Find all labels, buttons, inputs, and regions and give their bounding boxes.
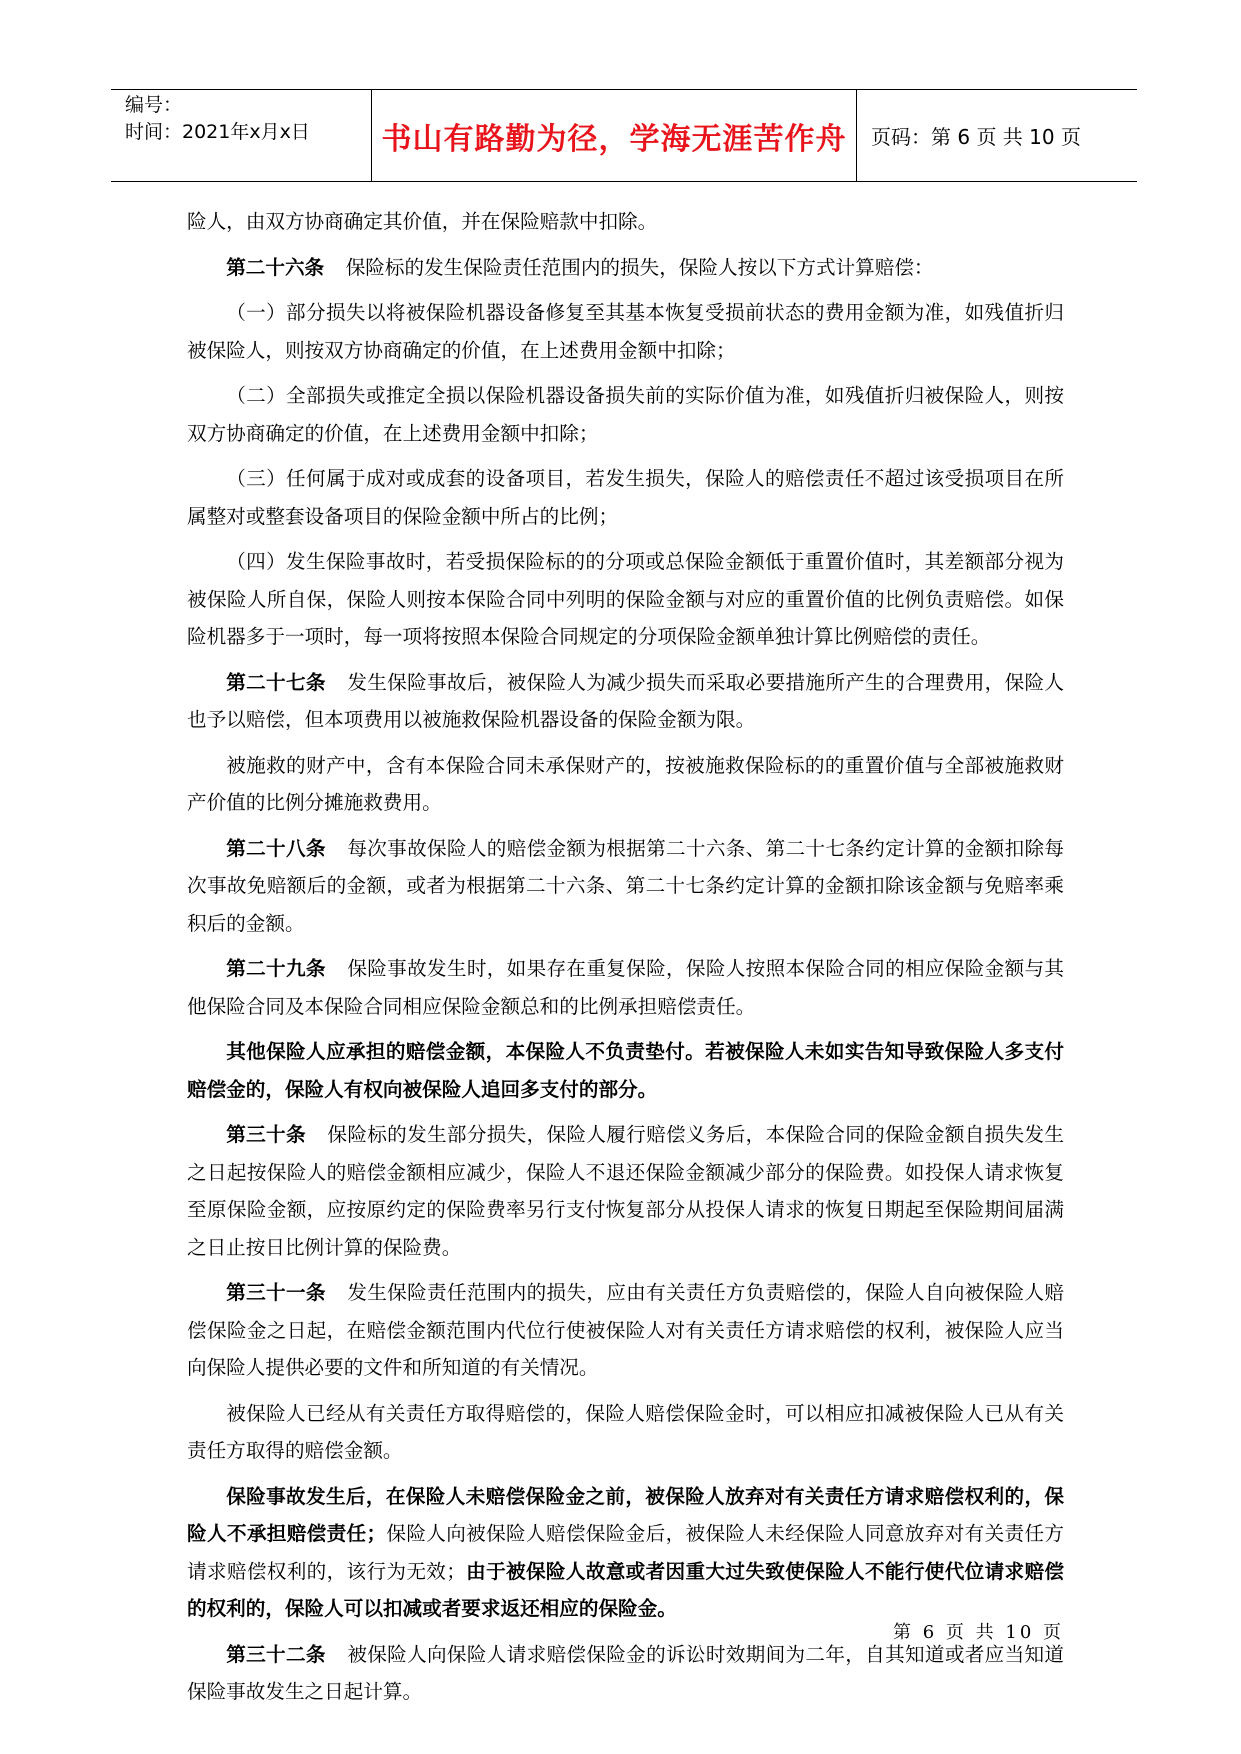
article-31	[187, 1274, 1064, 1387]
article-title: 第二十八条	[226, 836, 326, 860]
article-28	[187, 830, 1064, 943]
article-26-item-1: （一）部分损失以将被保险机器设备修复至其基本恢复受损前状态的费用金额为准，如残值折归被保险人，则按双方协商确定的价值，在上述费用金额中扣除；	[187, 301, 1064, 362]
article-31-paragraph-3: 保险事故发生后，在保险人未赔偿保险金之前，被保险人放弃对有关责任方请求赔偿权利的，保险人不承担赔偿责任；保险人向被保险人赔偿保险金后，被保险人未经保险人同意放弃对有关责任方请求赔偿权利的，该行为无效；由于被保险人故意或者因重大过失致使保险人不能行使代位请求赔偿的权利的，保险人可以扣减或者要求返还相应的保险金。	[187, 1484, 1065, 1620]
article-26-item-2: （二）全部损失或推定全损以保险机器设备损失前的实际价值为准，如残值折归被保险人，则按双方协商确定的价值，在上述费用金额中扣除；	[187, 384, 1064, 445]
article-title: 第二十六条	[226, 255, 325, 279]
article-text: 发生保险事故后，被保险人为减少损失而采取必要措施所产生的合理费用，保险人也予以赔偿，但本项费用以被施救保险机器设备的保险金额为限。	[187, 670, 1065, 731]
header-page-cell	[857, 90, 1137, 181]
document-number-label: 编号：	[125, 94, 183, 116]
header-motto: 书山有路勤为径，学海无涯苦作舟	[381, 121, 847, 157]
article-text: 保险事故发生时，如果存在重复保险，保险人按照本保险合同的相应保险金额与其他保险合同及本保险合同相应保险金额总和的比例承担赔偿责任。	[187, 957, 1065, 1018]
article-title: 第二十九条	[226, 957, 326, 980]
article-text: 发生保险责任范围内的损失，应由有关责任方负责赔偿的，保险人自向被保险人赔偿保险金之日起，在赔偿金额范围内代位行使被保险人对有关责任方请求赔偿的权利，被保险人应当向保险人提供必要的文件和所知道的有关情况。	[187, 1281, 1065, 1379]
document-body	[187, 203, 1064, 1719]
article-26-item-3: （三）任何属于成对或成套的设备项目，若发生损失，保险人的赔偿责任不超过该受损项目在所属整对或整套设备项目的保险金额中所占的比例；	[187, 467, 1064, 528]
article-32	[187, 1636, 1064, 1711]
article-text: 每次事故保险人的赔偿金额为根据第二十六条、第二十七条约定计算的金额扣除每次事故免赔额后的金额，或者为根据第二十六条、第二十七条约定计算的金额扣除该金额与免赔率乘积后的金额。	[187, 836, 1065, 935]
header-meta-cell	[111, 90, 372, 181]
page-header	[111, 89, 1137, 182]
paragraph: 险人，由双方协商确定其价值，并在保险赔款中扣除。	[187, 210, 658, 233]
header-page-label: 页码：第 6 页 共 10 页	[871, 125, 1081, 149]
article-title: 第三十一条	[226, 1281, 326, 1304]
article-text: 被保险人向保险人请求赔偿保险金的诉讼时效期间为二年，自其知道或者应当知道保险事故发生之日起计算。	[187, 1642, 1065, 1703]
article-27	[187, 664, 1064, 739]
footer-page-number: 第 6 页 共 10 页	[893, 1622, 1064, 1643]
article-31-paragraph-2: 被保险人已经从有关责任方取得赔偿的，保险人赔偿保险金时，可以相应扣减被保险人已从有关责任方取得的赔偿金额。	[187, 1401, 1064, 1462]
article-29	[187, 950, 1064, 1025]
article-text: 保险标的发生部分损失，保险人履行赔偿义务后，本保险合同的保险金额自损失发生之日起按保险人的赔偿金额相应减少，保险人不退还保险金额减少部分的保险费。如投保人请求恢复至原保险金额，应按原约定的保险费率另行支付恢复部分从投保人请求的恢复日期起至保险期间届满之日止按日比例计算的保险费。	[187, 1123, 1065, 1259]
article-26-item-4: （四）发生保险事故时，若受损保险标的的分项或总保险金额低于重置价值时，其差额部分视为被保险人所自保，保险人则按本保险合同中列明的保险金额与对应的重置价值的比例负责赔偿。如保险机器多于一项时，每一项将按照本保险合同规定的分项保险金额单独计算比例赔偿的责任。	[187, 550, 1064, 648]
article-29-bold-paragraph: 其他保险人应承担的赔偿金额，本保险人不负责垫付。若被保险人未如实告知导致保险人多支付赔偿金的，保险人有权向被保险人追回多支付的部分。	[187, 1040, 1064, 1101]
article-26	[187, 249, 1064, 287]
header-motto-cell	[372, 90, 857, 181]
article-30	[187, 1116, 1064, 1266]
article-title: 第三十二条	[226, 1642, 326, 1666]
page-footer	[800, 1618, 1064, 1644]
article-title: 第三十条	[226, 1123, 306, 1146]
article-title: 第二十七条	[226, 670, 326, 694]
document-time-label: 时间：2021年x月x日	[125, 121, 310, 143]
article-text: 保险标的发生保险责任范围内的损失，保险人按以下方式计算赔偿：	[345, 255, 934, 279]
article-27-paragraph-2: 被施救的财产中，含有本保险合同未承保财产的，按被施救保险标的的重置价值与全部被施救财产价值的比例分摊施救费用。	[187, 753, 1064, 814]
